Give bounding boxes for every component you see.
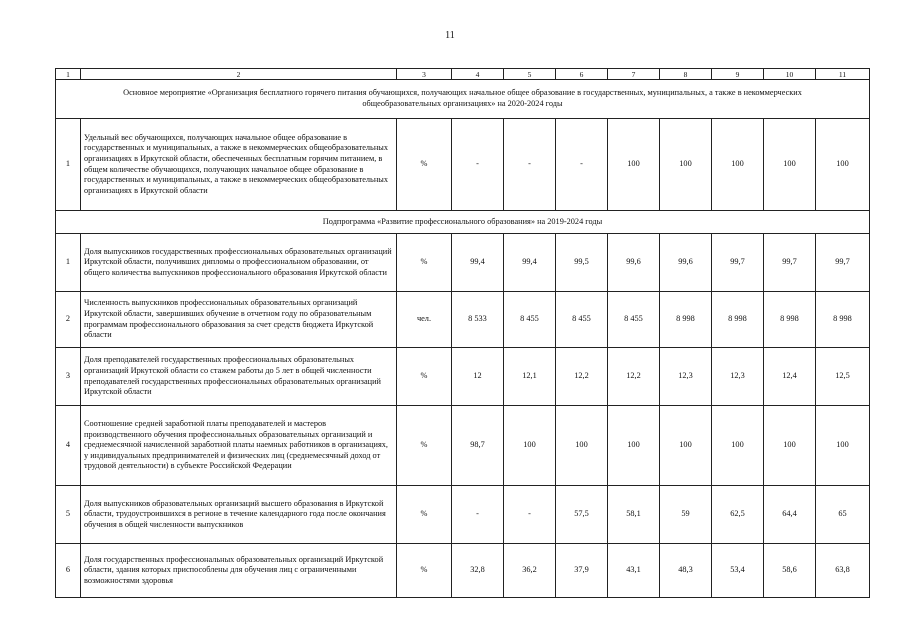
value-cell: 53,4 <box>712 544 764 598</box>
value-cell: 98,7 <box>452 406 504 486</box>
indicator-text: Удельный вес обучающихся, получающих начальное общее образование в государственных и муниципальных, а также в некоммерческих общеобразовательных организациях в Иркутской области, обеспеченных бесплатным горячим питанием, в общем количестве обучающихся, получающих начальное общее образование в государственных и муниципальных, а также в некоммерческих общеобразовательных организациях в Иркутской области <box>81 119 397 211</box>
value-cell: 99,6 <box>660 234 712 292</box>
value-cell: 100 <box>660 406 712 486</box>
header-cell: 9 <box>712 69 764 80</box>
table-row <box>56 119 870 211</box>
value-cell: 8 998 <box>764 292 816 348</box>
value-cell: 62,5 <box>712 486 764 544</box>
indicator-text: Доля выпускников государственных профессиональных образовательных организаций Иркутской области, получивших дипломы о профессиональном образовании, от общего количества выпускников профессионального образования Иркутской области <box>81 234 397 292</box>
value-cell: 8 455 <box>608 292 660 348</box>
value-cell: 100 <box>764 406 816 486</box>
indicators-table <box>55 68 870 598</box>
value-cell: 43,1 <box>608 544 660 598</box>
unit-cell: % <box>397 406 452 486</box>
value-cell: 100 <box>556 406 608 486</box>
value-cell: 32,8 <box>452 544 504 598</box>
value-cell: 12,5 <box>816 348 870 406</box>
value-cell: 59 <box>660 486 712 544</box>
subprogram-heading: Подпрограмма «Развитие профессионального образования» на 2019-2024 годы <box>56 211 870 234</box>
value-cell: - <box>556 119 608 211</box>
value-cell: 57,5 <box>556 486 608 544</box>
indicator-text: Доля государственных профессиональных образовательных организаций Иркутской области, здания которых приспособлены для обучения лиц с ограниченными возможностями здоровья <box>81 544 397 598</box>
value-cell: 8 455 <box>556 292 608 348</box>
row-number: 6 <box>56 544 81 598</box>
value-cell: 100 <box>816 119 870 211</box>
value-cell: 37,9 <box>556 544 608 598</box>
value-cell: 12,3 <box>660 348 712 406</box>
row-number: 3 <box>56 348 81 406</box>
row-number: 4 <box>56 406 81 486</box>
value-cell: 8 998 <box>816 292 870 348</box>
value-cell: 99,7 <box>816 234 870 292</box>
value-cell: 100 <box>712 119 764 211</box>
value-cell: 99,7 <box>764 234 816 292</box>
header-cell: 1 <box>56 69 81 80</box>
row-number: 1 <box>56 234 81 292</box>
header-cell: 7 <box>608 69 660 80</box>
unit-cell: % <box>397 544 452 598</box>
row-number: 5 <box>56 486 81 544</box>
value-cell: 12,2 <box>608 348 660 406</box>
value-cell: 12,2 <box>556 348 608 406</box>
value-cell: 8 998 <box>660 292 712 348</box>
header-cell: 3 <box>397 69 452 80</box>
value-cell: 12,3 <box>712 348 764 406</box>
row-number: 2 <box>56 292 81 348</box>
table-row <box>56 234 870 292</box>
header-cell: 2 <box>81 69 397 80</box>
value-cell: 100 <box>608 119 660 211</box>
value-cell: 100 <box>504 406 556 486</box>
section-heading-row <box>56 80 870 119</box>
value-cell: 100 <box>764 119 816 211</box>
value-cell: 12 <box>452 348 504 406</box>
value-cell: 99,6 <box>608 234 660 292</box>
value-cell: - <box>452 486 504 544</box>
unit-cell: % <box>397 348 452 406</box>
unit-cell: % <box>397 234 452 292</box>
value-cell: 8 998 <box>712 292 764 348</box>
value-cell: 12,1 <box>504 348 556 406</box>
unit-cell: % <box>397 486 452 544</box>
table-row <box>56 348 870 406</box>
value-cell: 8 533 <box>452 292 504 348</box>
value-cell: 100 <box>660 119 712 211</box>
unit-cell: % <box>397 119 452 211</box>
value-cell: 48,3 <box>660 544 712 598</box>
value-cell: 65 <box>816 486 870 544</box>
value-cell: - <box>452 119 504 211</box>
header-cell: 11 <box>816 69 870 80</box>
indicator-text: Доля преподавателей государственных профессиональных образовательных организаций Иркутской области со стажем работы до 5 лет в общей численности преподавателей государственных профессиональных образовательных организаций Иркутской области <box>81 348 397 406</box>
table-row <box>56 486 870 544</box>
row-number: 1 <box>56 119 81 211</box>
header-cell: 5 <box>504 69 556 80</box>
indicator-text: Соотношение средней заработной платы преподавателей и мастеров производственного обучения профессиональных образовательных организаций и среднемесячной начисленной заработной платы наемных работников в организациях, у индивидуальных предпринимателей и физических лиц (среднемесячный доход от трудовой деятельности) в субъекте Российской Федерации <box>81 406 397 486</box>
value-cell: 8 455 <box>504 292 556 348</box>
header-cell: 8 <box>660 69 712 80</box>
value-cell: - <box>504 119 556 211</box>
unit-cell: чел. <box>397 292 452 348</box>
value-cell: 58,1 <box>608 486 660 544</box>
page-number: 11 <box>445 30 455 41</box>
value-cell: 100 <box>816 406 870 486</box>
table-row <box>56 406 870 486</box>
header-cell: 6 <box>556 69 608 80</box>
table-row <box>56 292 870 348</box>
section-heading: Основное мероприятие «Организация бесплатного горячего питания обучающихся, получающих начальное общее образование в государственных, муниципальных, а также в некоммерческих общеобразовательных организациях» на 2020-2024 годы <box>56 80 870 119</box>
header-cell: 4 <box>452 69 504 80</box>
value-cell: 63,8 <box>816 544 870 598</box>
value-cell: 99,7 <box>712 234 764 292</box>
header-cell: 10 <box>764 69 816 80</box>
value-cell: 100 <box>608 406 660 486</box>
value-cell: 58,6 <box>764 544 816 598</box>
indicator-text: Численность выпускников профессиональных образовательных организаций Иркутской области, завершивших обучение в отчетном году по образовательным программам профессионального образования за счет средств бюджета Иркутской области <box>81 292 397 348</box>
value-cell: 99,4 <box>504 234 556 292</box>
value-cell: 100 <box>712 406 764 486</box>
value-cell: 64,4 <box>764 486 816 544</box>
value-cell: 99,5 <box>556 234 608 292</box>
value-cell: 36,2 <box>504 544 556 598</box>
value-cell: 12,4 <box>764 348 816 406</box>
value-cell: - <box>504 486 556 544</box>
subprogram-heading-row <box>56 211 870 234</box>
table-row <box>56 544 870 598</box>
value-cell: 99,4 <box>452 234 504 292</box>
header-row <box>56 69 870 80</box>
indicator-text: Доля выпускников образовательных организаций высшего образования в Иркутской области, трудоустроившихся в регионе в течение календарного года после окончания обучения в общей численности выпускников <box>81 486 397 544</box>
